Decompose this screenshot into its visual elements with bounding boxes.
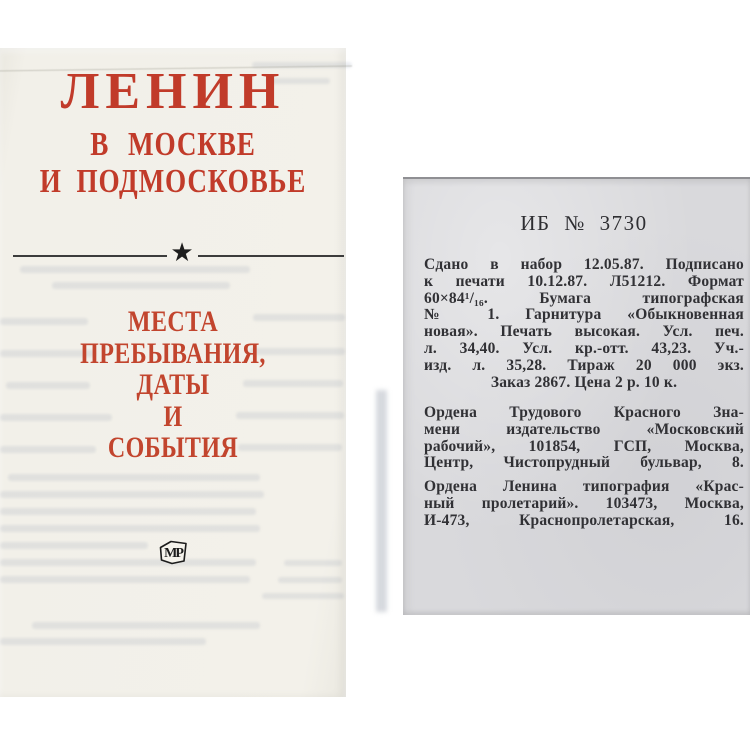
publisher-line: Ордена Трудового Красного Зна-	[424, 405, 744, 421]
ghost-line	[0, 508, 256, 515]
imprint-line: к печати 10.12.87. Л51212. Формат	[424, 273, 744, 290]
ghost-line	[0, 491, 264, 498]
title-page	[0, 48, 346, 697]
ghost-line	[32, 622, 260, 629]
imprint-line: л. 34,40. Усл. кр.-отт. 43,23. Уч.-	[424, 340, 744, 357]
ghost-line	[278, 577, 342, 583]
publisher-logo-mr-icon	[158, 539, 188, 566]
imprint-line: новая». Печать высокая. Усл. печ.	[424, 324, 744, 341]
publisher-line: Центр, Чистопрудный бульвар, 8.	[424, 455, 744, 472]
book-subtitle-line: СОБЫТИЯ	[107, 431, 239, 464]
ghost-line	[20, 266, 250, 273]
star-icon: ★	[170, 238, 194, 267]
imprint-number-heading: ИБ № 3730	[520, 211, 648, 235]
ghost-line	[0, 542, 148, 549]
book-subtitle-line: МЕСТА	[127, 305, 219, 338]
book-title-line-2: В МОСКВЕ	[90, 126, 256, 163]
imprint-line: 60×84¹/₁₆. Бумага типографская	[424, 290, 744, 307]
book-subtitle-line: ДАТЫ	[136, 368, 210, 401]
imprint-line: Заказ 2867. Цена 2 р. 10 к.	[490, 374, 678, 391]
book-subtitle-line: И	[163, 399, 183, 433]
printer-line: ный пролетарий». 103473, Москва,	[424, 495, 744, 512]
publisher-paragraph	[424, 405, 744, 472]
ghost-line	[0, 559, 256, 566]
ghost-line	[0, 576, 250, 583]
book-title-line-3: И ПОДМОСКОВЬЕ	[39, 163, 307, 200]
page-edge-shadow	[376, 390, 387, 612]
publisher-logo-letters: МР	[164, 546, 182, 561]
imprint-line: № 1. Гарнитура «Обыкновенная	[424, 307, 744, 324]
colophon-page	[403, 177, 750, 615]
imprint-paragraph	[424, 257, 744, 391]
printer-line: И-473, Краснопролетарская, 16.	[424, 512, 744, 529]
imprint-line: изд. л. 35,28. Тираж 20 000 экз.	[424, 357, 744, 374]
book-subtitle	[35, 306, 312, 464]
ghost-line	[262, 593, 344, 599]
imprint-line: Сдано в набор 12.05.87. Подписано	[424, 257, 744, 273]
book-title-line-1: ЛЕНИН	[60, 63, 286, 120]
ghost-line	[52, 282, 230, 289]
printer-line: Ордена Ленина типография «Крас-	[424, 479, 744, 495]
book-subtitle-line: ПРЕБЫВАНИЯ,	[80, 336, 266, 370]
ghost-line	[0, 638, 206, 645]
ghost-line	[0, 525, 260, 532]
divider-line-right	[198, 255, 344, 257]
ghost-line	[284, 560, 342, 566]
printer-paragraph	[424, 479, 744, 529]
publisher-line: рабочий», 101854, ГСП, Москва,	[424, 438, 744, 455]
ghost-line	[8, 474, 260, 481]
publisher-line: мени издательство «Московский	[424, 421, 744, 438]
